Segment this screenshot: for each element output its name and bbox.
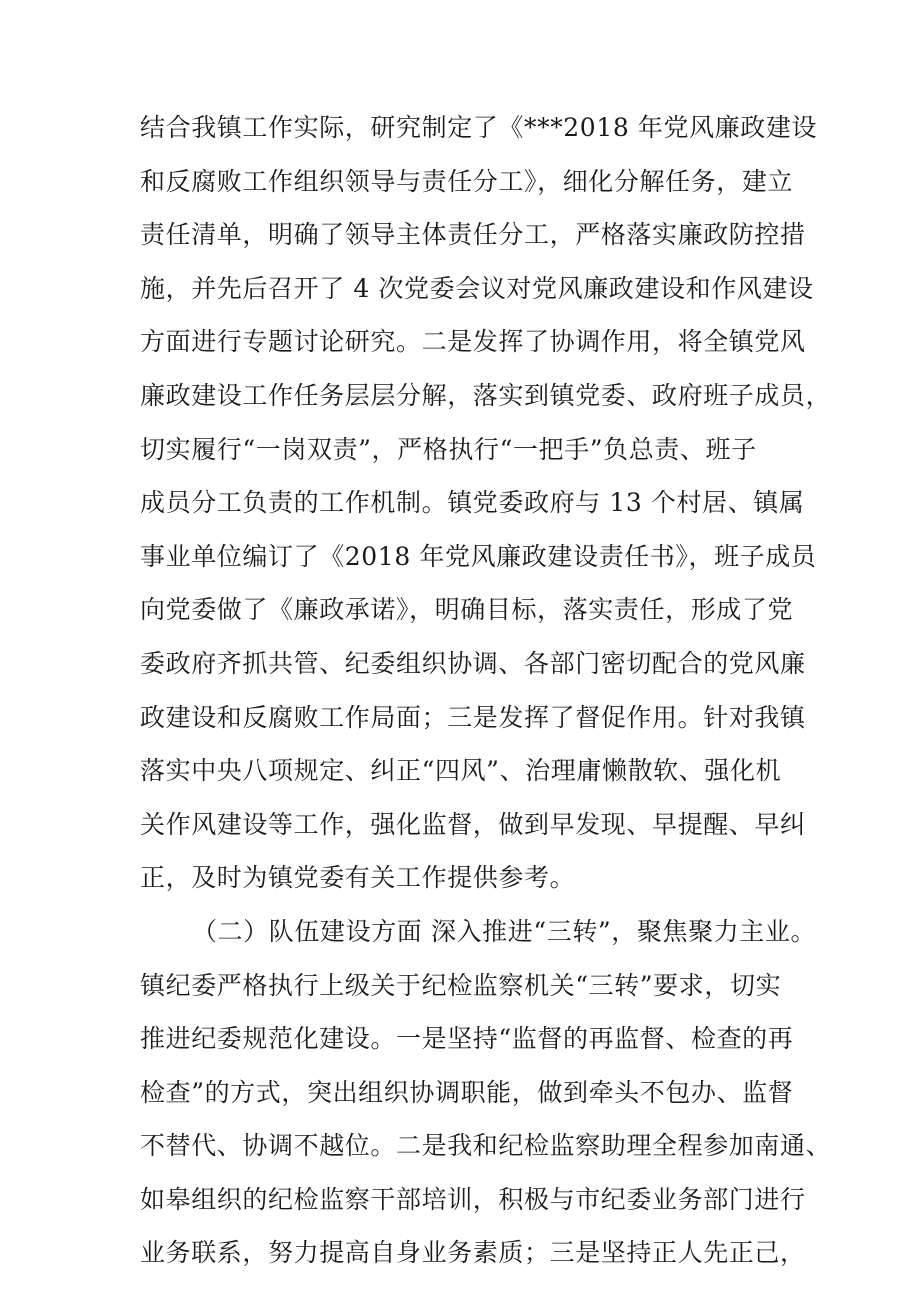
section-heading-line: （二）队伍建设方面 深入推进“三转”，聚焦聚力主业。 [192,916,817,946]
text-line: 结合我镇工作实际，研究制定了《***2018 年党风廉政建设 [140,113,818,142]
text-line: 正，及时为镇党委有关工作提供参考。 [140,863,576,893]
text-line: 委政府齐抓共管、纪委组织协调、各部门密切配合的党风廉 [140,648,806,678]
document-body [140,108,832,1287]
text-line: 向党委做了《廉政承诺》，明确目标，落实责任，形成了党 [140,595,794,625]
text-line: 事业单位编订了《2018 年党风廉政建设责任书》，班子成员 [140,541,817,571]
text-line: 如皋组织的纪检监察干部培训，积极与市纪委业务部门进行 [140,1184,806,1214]
text-line: 和反腐败工作组织领导与责任分工》，细化分解任务，建立 [140,166,794,196]
text-line: 落实中央八项规定、纠正“四风”、治理庸懒散软、强化机 [140,756,782,786]
text-line: 成员分工负责的工作机制。镇党委政府与 13 个村居、镇属 [140,488,805,518]
text-line: 廉政建设工作任务层层分解，落实到镇党委、政府班子成员， [140,380,832,410]
text-line: 推进纪委规范化建设。一是坚持“监督的再监督、检查的再 [140,1024,794,1054]
text-line: 不替代、协调不越位。二是我和纪检监察助理全程参加南通、 [140,1131,832,1161]
text-line: 检查”的方式，突出组织协调职能，做到牵头不包办、监督 [140,1077,794,1107]
text-line: 关作风建设等工作，强化监督，做到早发现、早提醒、早纠 [140,809,806,839]
text-line: 切实履行“一岗双责”，严格执行“一把手”负总责、班子 [140,434,757,464]
text-line: 镇纪委严格执行上级关于纪检监察机关“三转”要求，切实 [140,970,782,1000]
text-line: 政建设和反腐败工作局面；三是发挥了督促作用。针对我镇 [140,702,806,732]
text-line: 施，并先后召开了 4 次党委会议对党风廉政建设和作风建设 [140,273,814,303]
text-line: 方面进行专题讨论研究。二是发挥了协调作用，将全镇党风 [140,327,806,357]
text-line: 业务联系，努力提高自身业务素质；三是坚持正人先正己， [140,1238,806,1268]
text-line: 责任清单，明确了领导主体责任分工，严格落实廉政防控措 [140,220,806,250]
